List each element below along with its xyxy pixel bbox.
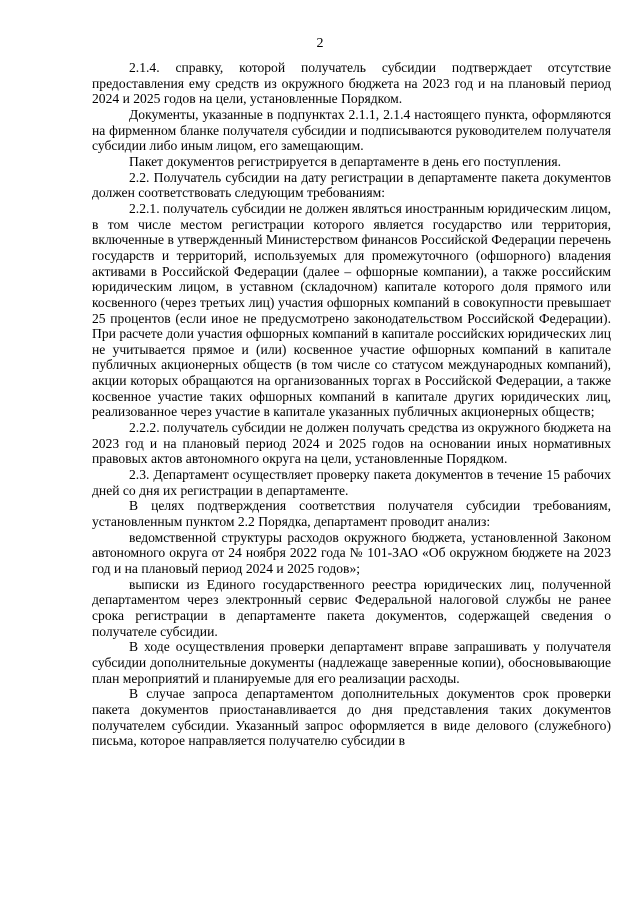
paragraph-2-3: 2.3. Департамент осуществляет проверку пакета документов в течение 15 рабочих дней со дня их регистрации в департаменте. (92, 467, 611, 498)
paragraph-analysis-intro: В целях подтверждения соответствия получателя субсидии требованиям, установленным пунктом 2.2 Порядка, департамент проводит анализ: (92, 498, 611, 530)
paragraph-2-1-4: 2.1.4. справку, которой получатель субсидии подтверждает отсутствие предоставления ему средств из окружного бюджета на 2023 год и на плановый период 2024 и 2025 годов на цели, установленные Порядком. (92, 60, 611, 107)
paragraph-additional-documents: В ходе осуществления проверки департамент вправе запрашивать у получателя субсидии дополнительные документы (надлежаще заверенные копии), обосновывающие план мероприятий и планируемые для его реализации расходы. (92, 639, 611, 686)
paragraph-2-2: 2.2. Получатель субсидии на дату регистрации в департаменте пакета документов должен соответствовать следующим требованиям: (92, 169, 611, 201)
paragraph-request-suspension: В случае запроса департаментом дополнительных документов срок проверки пакета документов приостанавливается до дня представления таких документов получателем субсидии. Указанный запрос оформляется в виде делового (служебного) письма, которое направляется получателю субсидии в (92, 686, 611, 749)
paragraph-2-2-2: 2.2.2. получатель субсидии не должен получать средства из окружного бюджета на 2023 год и на плановый период 2024 и 2025 годов на основании иных нормативных правовых актов автономного округа на цели, установленные Порядком. (92, 420, 611, 467)
paragraph-2-2-1: 2.2.1. получатель субсидии не должен являться иностранным юридическим лицом, в том числе местом регистрации которого является государство или территория, включенные в утвержденный Министерством финансов Российской Федерации перечень государств и территорий, используемых для промежуточного (офшорного) владения активами в Российской Федерации (далее – офшорные компании), а также российским юридическим лицом, в уставном (складочном) капитале которого доля прямого или косвенного (через третьих лиц) участия офшорных компаний в совокупности превышает 25 процентов (если иное не предусмотрено законодательством Российской Федерации). При расчете доли участия офшорных компаний в капитале российских юридических лиц не учитывается прямое и (или) косвенное участие офшорных компаний в капитале публичных акционерных обществ (в том числе со статусом международных компаний), акции которых обращаются на организованных торгах в Российской Федерации, а также косвенное участие таких офшорных компаний в капитале других юридических лиц, реализованное через участие в капитале указанных публичных акционерных обществ; (92, 200, 611, 420)
paragraph-egrul-extract: выписки из Единого государственного реестра юридических лиц, полученной департаментом через электронный сервис Федеральной налоговой службы не ранее срока регистрации в департаменте пакета документов, содержащей сведения о получателе субсидии. (92, 576, 611, 639)
paragraph-budget-structure: ведомственной структуры расходов окружного бюджета, установленной Законом автономного округа от 24 ноября 2022 года № 101-ЗАО «Об окружном бюджете на 2023 год и на плановый период 2024 и 2025 годов»; (92, 529, 611, 576)
paragraph-registration: Пакет документов регистрируется в департаменте в день его поступления. (129, 153, 561, 169)
paragraph-documents-form: Документы, указанные в подпунктах 2.1.1, 2.1.4 настоящего пункта, оформляются на фирменном бланке получателя субсидии и подписываются руководителем получателя субсидии либо иным лицом, его замещающим. (92, 106, 611, 154)
document-body (92, 60, 611, 749)
page-number: 2 (316, 36, 324, 51)
